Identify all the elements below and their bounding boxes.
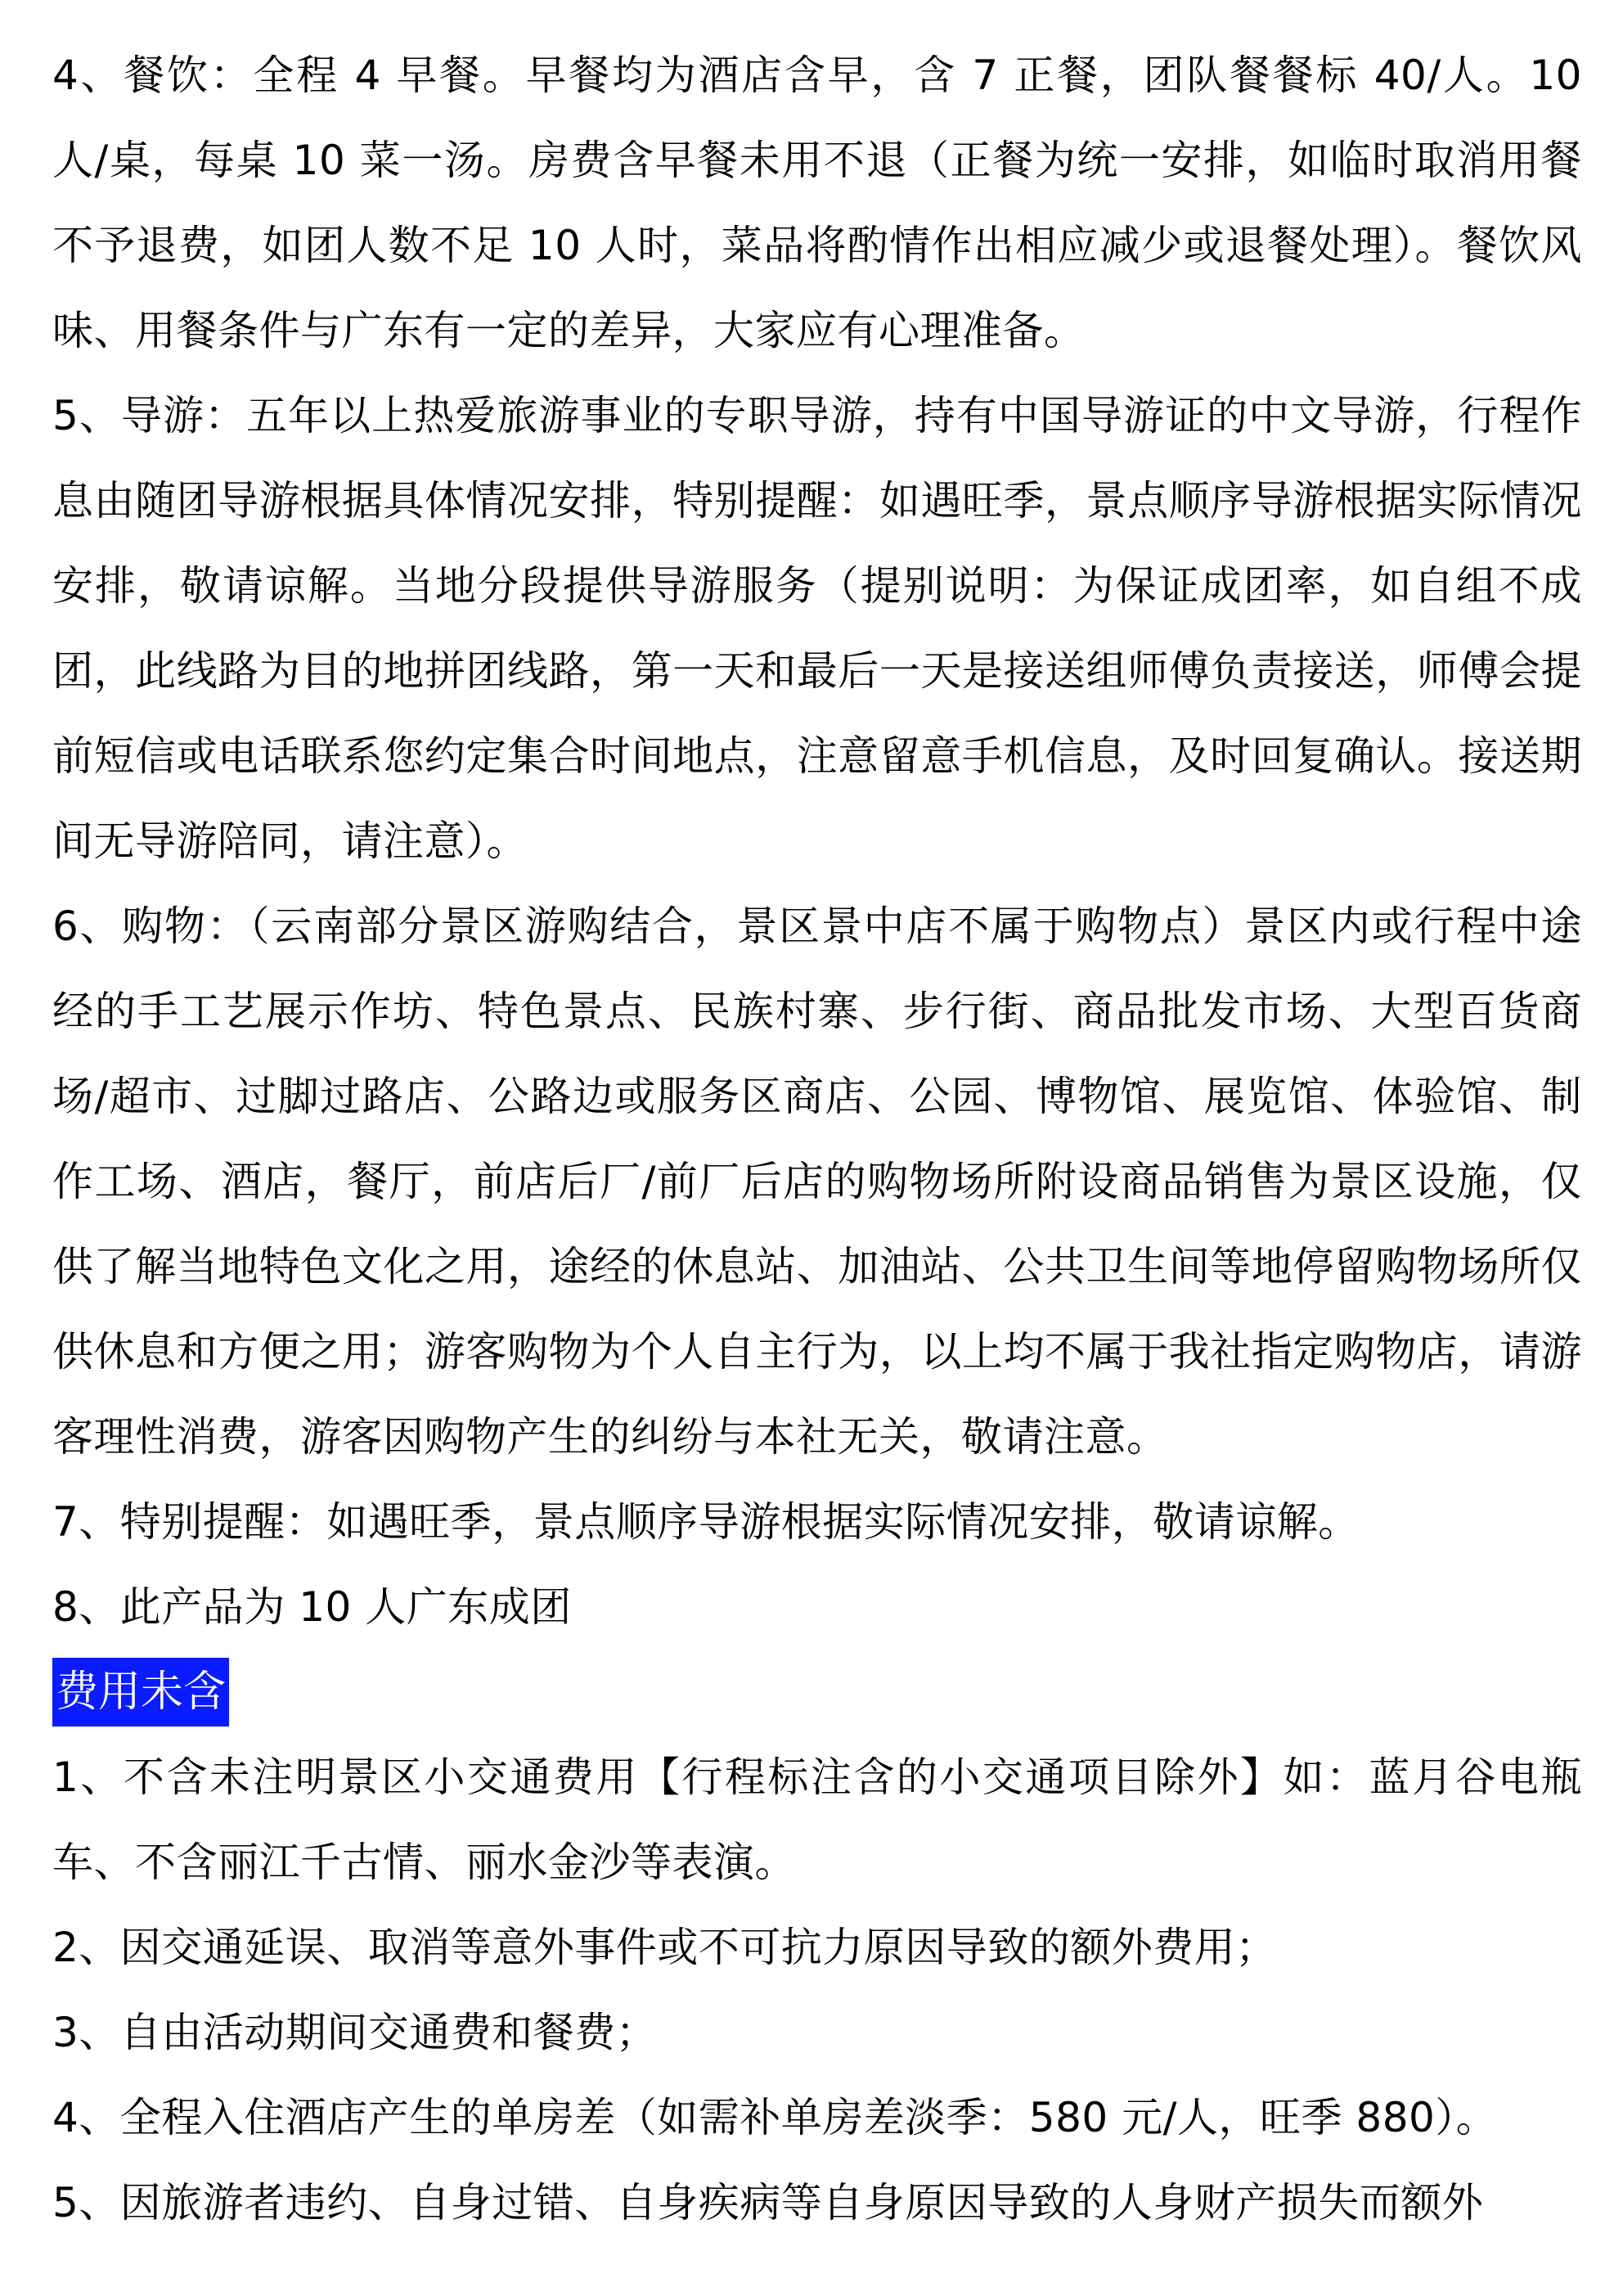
included-item-group-size: 8、此产品为 10 人广东成团 xyxy=(52,1583,572,1631)
included-item-meals: 4、餐饮：全程 4 早餐。早餐均为酒店含早，含 7 正餐，团队餐餐标 40/人。10 人/桌，每桌 10 菜一汤。房费含早餐未用不退（正餐为统一安排，如临时取消用餐不予退费，如团人数不足 10 人时，菜品将酌情作出相应减少或退餐处理）。餐饮风味、用餐条件与广东有一定的差异，大家应有心理准备。 xyxy=(52,52,1582,354)
included-item-special-reminder: 7、特别提醒：如遇旺季，景点顺序导游根据实际情况安排，敬请谅解。 xyxy=(52,1498,1360,1546)
excluded-section-heading: 费用未含 xyxy=(52,1658,229,1727)
document-page xyxy=(52,33,1582,2245)
excluded-item-free-time-costs: 3、自由活动期间交通费和餐费； xyxy=(52,2009,658,2056)
excluded-item-force-majeure: 2、因交通延误、取消等意外事件或不可抗力原因导致的额外费用； xyxy=(52,1924,1277,1971)
excluded-item-personal-loss: 5、因旅游者违约、自身过错、自身疾病等自身原因导致的人身财产损失而额外 xyxy=(52,2179,1484,2226)
excluded-item-single-room: 4、全程入住酒店产生的单房差（如需补单房差淡季：580 元/人，旺季 880）。 xyxy=(52,2094,1498,2141)
included-item-guide: 5、导游：五年以上热爱旅游事业的专职导游，持有中国导游证的中文导游，行程作息由随团导游根据具体情况安排，特别提醒：如遇旺季，景点顺序导游根据实际情况安排，敬请谅解。当地分段提供导游服务（提别说明：为保证成团率，如自组不成团，此线路为目的地拼团线路，第一天和最后一天是接送组师傅负责接送，师傅会提前短信或电话联系您约定集合时间地点，注意留意手机信息，及时回复确认。接送期间无导游陪同，请注意）。 xyxy=(52,392,1582,865)
excluded-heading-row xyxy=(52,1650,1582,1735)
included-item-shopping: 6、购物：（云南部分景区游购结合，景区景中店不属于购物点）景区内或行程中途经的手工艺展示作坊、特色景点、民族村寨、步行街、商品批发市场、大型百货商场/超市、过脚过路店、公路边或服务区商店、公园、博物馆、展览馆、体验馆、制作工场、酒店，餐厅，前店后厂/前厂后店的购物场所附设商品销售为景区设施，仅供了解当地特色文化之用，途经的休息站、加油站、公共卫生间等地停留购物场所仅供休息和方便之用；游客购物为个人自主行为，以上均不属于我社指定购物店，请游客理性消费，游客因购物产生的纠纷与本社无关，敬请注意。 xyxy=(52,903,1582,1461)
excluded-item-local-transport: 1、不含未注明景区小交通费用【行程标注含的小交通项目除外】如：蓝月谷电瓶车、不含丽江千古情、丽水金沙等表演。 xyxy=(52,1754,1582,1886)
